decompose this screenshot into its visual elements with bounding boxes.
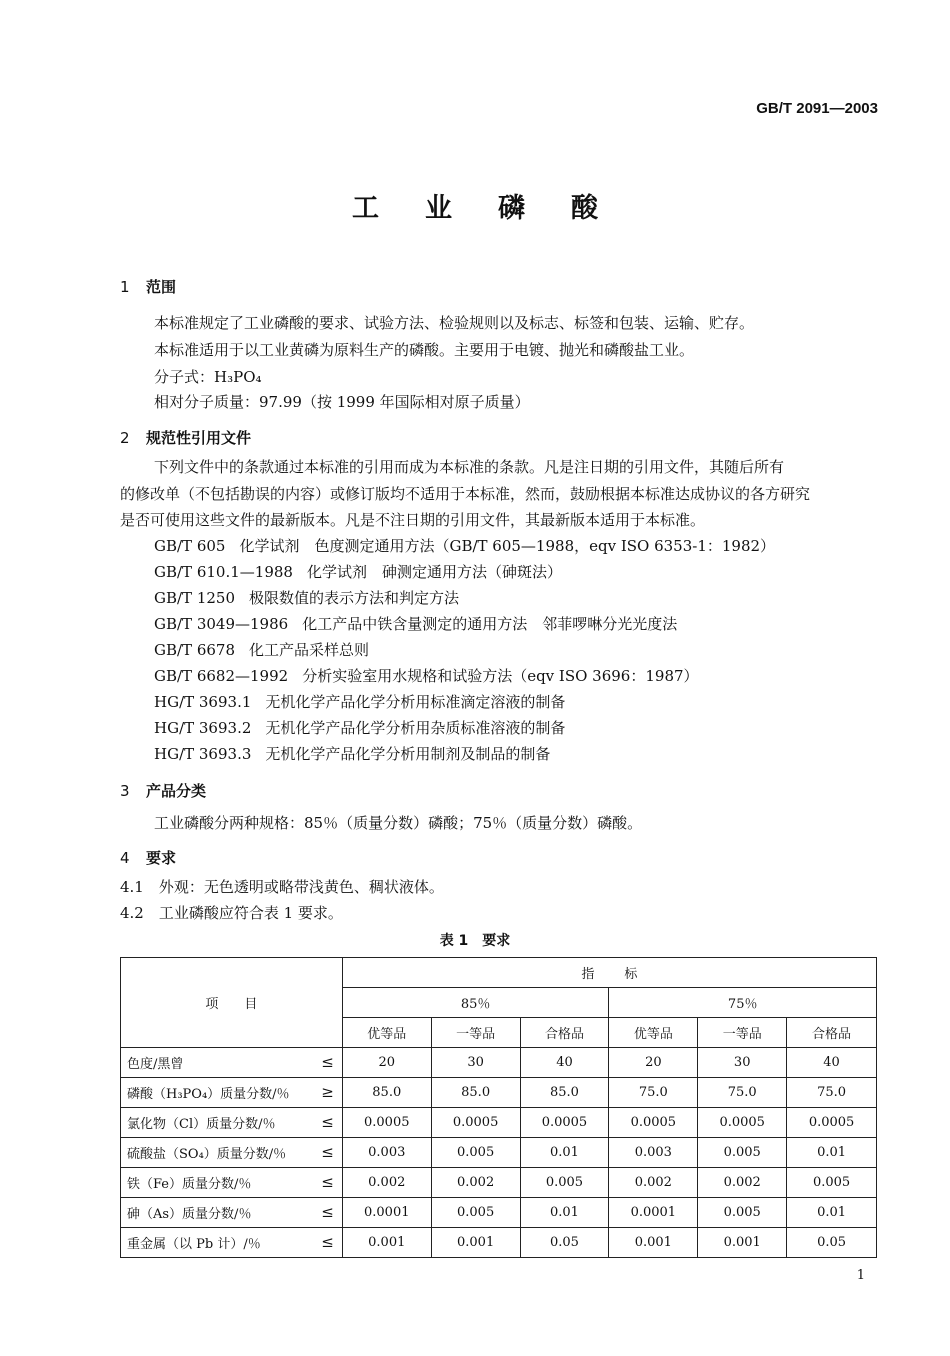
table-row <box>121 1048 877 1078</box>
table-cell: 85.0 <box>342 1078 431 1108</box>
table-cell: 85.0 <box>520 1078 609 1108</box>
table-cell: 0.01 <box>520 1198 609 1228</box>
table-row <box>121 1198 877 1228</box>
table-cell: 0.002 <box>609 1168 698 1198</box>
comparison-symbol: ≤ <box>321 1113 334 1131</box>
row-item <box>121 1138 343 1168</box>
section-2-heading <box>120 427 251 448</box>
table-cell: 0.05 <box>787 1228 877 1258</box>
table-cell: 0.001 <box>609 1228 698 1258</box>
table-cell: 75.0 <box>609 1078 698 1108</box>
reference-item <box>154 637 369 663</box>
clause-4-1: 4.1 外观：无色透明或略带浅黄色、稠状液体。 <box>120 878 444 896</box>
table-row <box>121 1138 877 1168</box>
clause-4-2: 4.2 工业磷酸应符合表 1 要求。 <box>120 904 343 922</box>
reference-item <box>154 689 565 715</box>
table-cell: 0.0005 <box>698 1108 787 1138</box>
reference-code: HG/T 3693.1 <box>154 693 252 711</box>
table-cell: 20 <box>609 1048 698 1078</box>
section-number: 1 <box>120 278 130 296</box>
section-3-heading <box>120 780 206 801</box>
reference-title: 分析实验室用水规格和试验方法（eqv ISO 3696：1987） <box>302 667 699 685</box>
table-cell: 0.0001 <box>342 1198 431 1228</box>
table-cell: 75.0 <box>787 1078 877 1108</box>
header-grade: 优等品 <box>342 1018 431 1048</box>
reference-item <box>154 533 775 559</box>
standard-number: GB/T 2091—2003 <box>756 100 878 117</box>
table-cell: 0.002 <box>431 1168 520 1198</box>
reference-code: GB/T 6682—1992 <box>154 667 289 685</box>
formula-line <box>154 364 262 390</box>
row-item <box>121 1228 343 1258</box>
section-title: 规范性引用文件 <box>146 429 252 447</box>
table-row <box>121 1168 877 1198</box>
reference-code: HG/T 3693.2 <box>154 719 252 737</box>
table-cell: 75.0 <box>698 1078 787 1108</box>
table-cell: 0.005 <box>431 1198 520 1228</box>
header-grade: 合格品 <box>520 1018 609 1048</box>
table-cell: 40 <box>787 1048 877 1078</box>
reference-code: HG/T 3693.3 <box>154 745 252 763</box>
header-group: 85％ <box>342 988 609 1018</box>
comparison-symbol: ≥ <box>321 1083 334 1101</box>
row-item <box>121 1108 343 1138</box>
document-title: 工业磷酸 <box>352 193 644 224</box>
table-cell: 0.01 <box>520 1138 609 1168</box>
section-number: 4 <box>120 849 130 867</box>
reference-title: 化工产品中铁含量测定的通用方法 邻菲啰啉分光光度法 <box>302 615 678 633</box>
header-grade: 一等品 <box>698 1018 787 1048</box>
table-cell: 20 <box>342 1048 431 1078</box>
reference-title: 化工产品采样总则 <box>249 641 370 659</box>
reference-item <box>154 611 677 637</box>
table-cell: 0.003 <box>609 1138 698 1168</box>
section-title: 产品分类 <box>146 782 207 800</box>
table-cell: 0.01 <box>787 1198 877 1228</box>
header-indicator: 指标 <box>342 958 876 988</box>
reference-item <box>154 741 550 767</box>
section-title: 要求 <box>146 849 177 867</box>
reference-title: 无机化学产品化学分析用制剂及制品的制备 <box>265 745 551 763</box>
paragraph: 本标准适用于以工业黄磷为原料生产的磷酸。主要用于电镀、抛光和磷酸盐工业。 <box>154 341 695 359</box>
table-cell: 30 <box>698 1048 787 1078</box>
table-cell: 0.002 <box>698 1168 787 1198</box>
row-item-label: 重金属（以 Pb 计）/％ <box>127 1237 261 1252</box>
row-item-label: 铁（Fe）质量分数/％ <box>127 1177 252 1192</box>
formula: H₃PO₄ <box>214 368 262 386</box>
row-item <box>121 1168 343 1198</box>
row-item <box>121 1198 343 1228</box>
table-cell: 0.003 <box>342 1138 431 1168</box>
table-cell: 0.005 <box>787 1168 877 1198</box>
table-cell: 0.0005 <box>342 1108 431 1138</box>
reference-code: GB/T 3049—1986 <box>154 615 289 633</box>
row-item-label: 磷酸（H₃PO₄）质量分数/％ <box>127 1087 290 1102</box>
comparison-symbol: ≤ <box>321 1233 334 1251</box>
table-cell: 0.005 <box>520 1168 609 1198</box>
paragraph: 工业磷酸分两种规格：85％（质量分数）磷酸；75％（质量分数）磷酸。 <box>154 814 643 832</box>
formula-label: 分子式： <box>154 368 215 386</box>
page-number: 1 <box>856 1268 865 1283</box>
reference-code: GB/T 605 <box>154 537 226 555</box>
row-item <box>121 1078 343 1108</box>
table-cell: 0.005 <box>698 1138 787 1168</box>
row-item-label: 硫酸盐（SO₄）质量分数/％ <box>127 1147 287 1162</box>
row-item <box>121 1048 343 1078</box>
table-cell: 0.0005 <box>520 1108 609 1138</box>
reference-item <box>154 715 565 741</box>
table-cell: 30 <box>431 1048 520 1078</box>
section-1-heading <box>120 276 176 297</box>
reference-item <box>154 559 562 585</box>
table-cell: 0.0005 <box>787 1108 877 1138</box>
reference-code: GB/T 6678 <box>154 641 236 659</box>
table-cell: 0.001 <box>698 1228 787 1258</box>
table-row <box>121 1108 877 1138</box>
comparison-symbol: ≤ <box>321 1173 334 1191</box>
table-row <box>121 1078 877 1108</box>
comparison-symbol: ≤ <box>321 1143 334 1161</box>
table-cell: 0.0005 <box>609 1108 698 1138</box>
table-header-row <box>121 958 877 988</box>
reference-title: 化学试剂 色度测定通用方法（GB/T 605—1988，eqv ISO 6353-1：1982） <box>239 537 776 555</box>
row-item-label: 氯化物（Cl）质量分数/％ <box>127 1117 276 1132</box>
reference-title: 无机化学产品化学分析用杂质标准溶液的制备 <box>265 719 566 737</box>
header-item: 项 目 <box>121 958 343 1048</box>
intro-line: 下列文件中的条款通过本标准的引用而成为本标准的条款。凡是注日期的引用文件，其随后所有 <box>154 458 785 476</box>
section-4-heading <box>120 847 176 868</box>
table-cell: 0.0005 <box>431 1108 520 1138</box>
header-grade: 合格品 <box>787 1018 877 1048</box>
comparison-symbol: ≤ <box>321 1053 334 1071</box>
table-cell: 85.0 <box>431 1078 520 1108</box>
reference-item <box>154 585 459 611</box>
header-grade: 一等品 <box>431 1018 520 1048</box>
table-cell: 0.01 <box>787 1138 877 1168</box>
reference-item <box>154 663 699 689</box>
section-number: 2 <box>120 429 130 447</box>
requirements-table <box>120 957 877 1258</box>
table-cell: 0.005 <box>698 1198 787 1228</box>
table-cell: 0.005 <box>431 1138 520 1168</box>
table-cell: 40 <box>520 1048 609 1078</box>
row-item-label: 砷（As）质量分数/％ <box>127 1207 252 1222</box>
section-number: 3 <box>120 782 130 800</box>
section-title: 范围 <box>146 278 177 296</box>
reference-code: GB/T 1250 <box>154 589 236 607</box>
reference-title: 无机化学产品化学分析用标准滴定溶液的制备 <box>265 693 566 711</box>
table-cell: 0.002 <box>342 1168 431 1198</box>
header-group: 75％ <box>609 988 877 1018</box>
intro-line: 的修改单（不包括勘误的内容）或修订版均不适用于本标准，然而，鼓励根据本标准达成协议的各方研究 <box>120 485 811 503</box>
reference-title: 化学试剂 砷测定通用方法（砷斑法） <box>306 563 562 581</box>
table-cell: 0.001 <box>342 1228 431 1258</box>
reference-title: 极限数值的表示方法和判定方法 <box>249 589 460 607</box>
intro-line: 是否可使用这些文件的最新版本。凡是不注日期的引用文件，其最新版本适用于本标准。 <box>120 511 706 529</box>
table-caption: 表 1 要求 <box>439 933 511 949</box>
paragraph: 本标准规定了工业磷酸的要求、试验方法、检验规则以及标志、标签和包装、运输、贮存。 <box>154 314 755 332</box>
table-cell: 0.0001 <box>609 1198 698 1228</box>
comparison-symbol: ≤ <box>321 1203 334 1221</box>
row-item-label: 色度/黑曾 <box>127 1057 184 1072</box>
header-grade: 优等品 <box>609 1018 698 1048</box>
table-cell: 0.001 <box>431 1228 520 1258</box>
table-row <box>121 1228 877 1258</box>
reference-code: GB/T 610.1—1988 <box>154 563 293 581</box>
table-cell: 0.05 <box>520 1228 609 1258</box>
molecular-mass: 相对分子质量：97.99（按 1999 年国际相对原子质量） <box>154 393 530 411</box>
